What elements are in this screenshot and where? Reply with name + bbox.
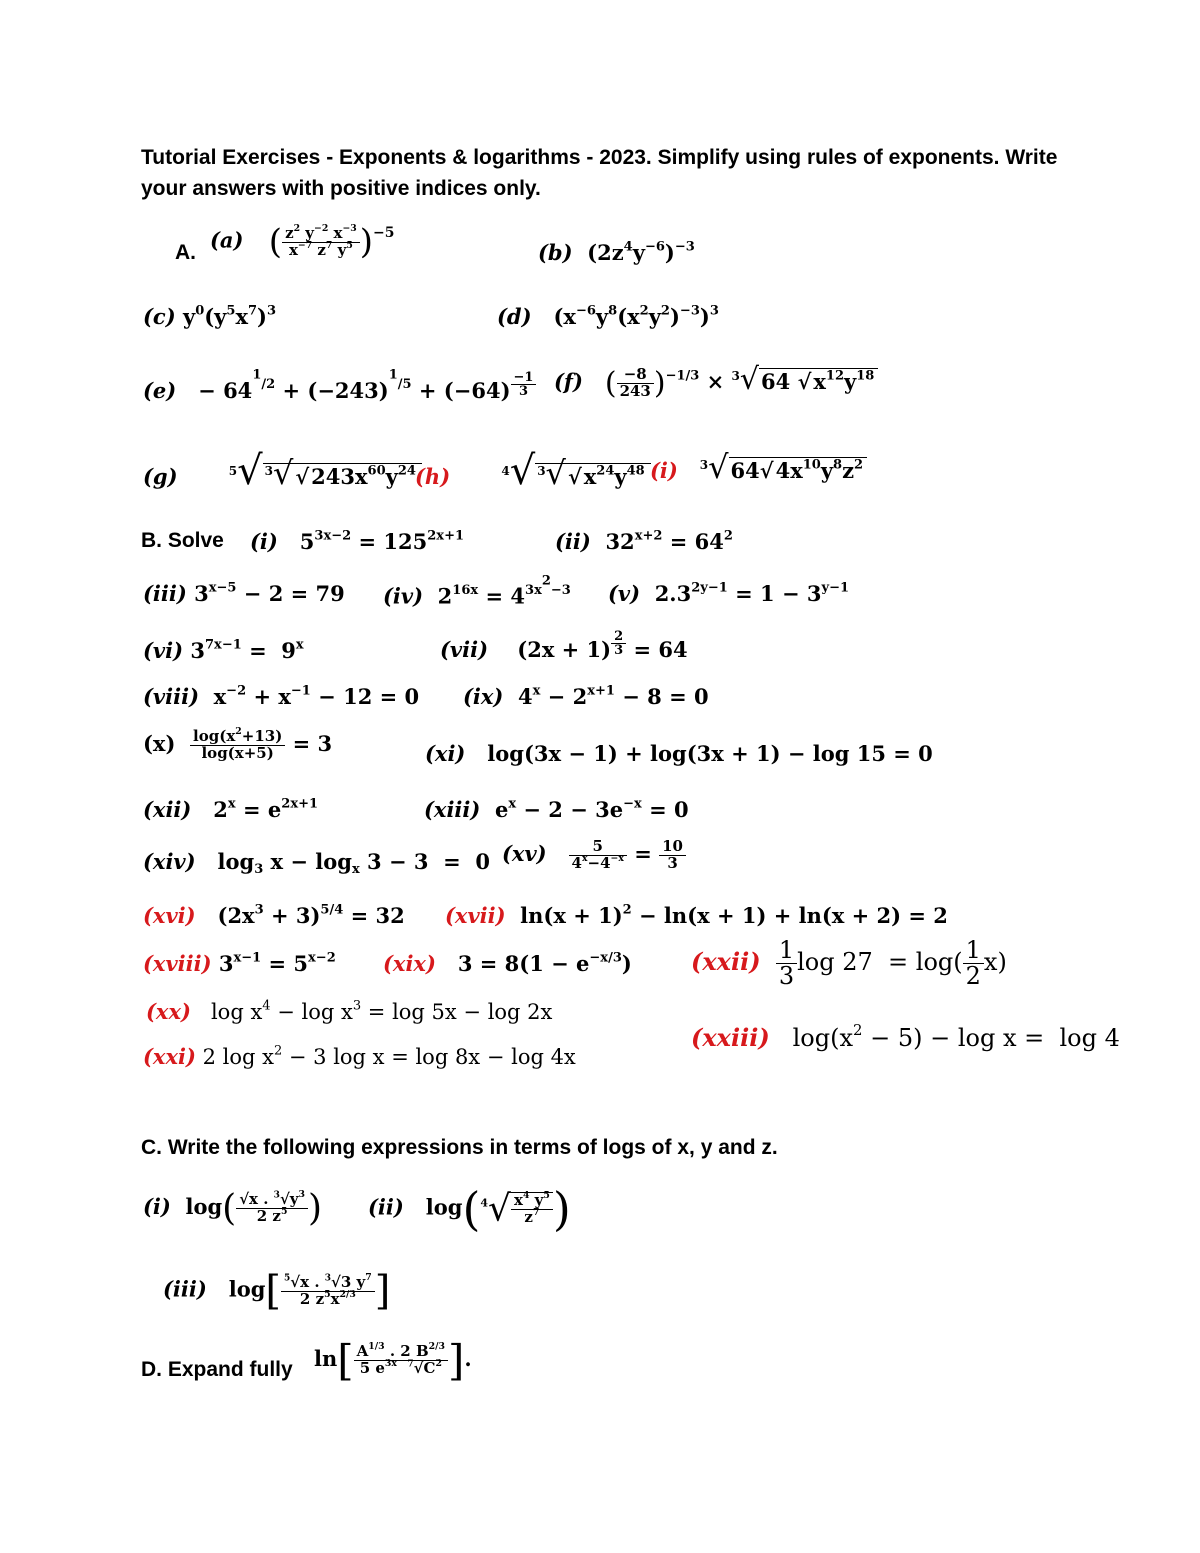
item-label: (xi) xyxy=(425,741,466,766)
exercise-b-ii: (ii) $32^{x+2} = 64^2$ xyxy=(555,528,733,554)
item-label: (i) xyxy=(650,458,678,483)
exercise-b-ix: (ix) $4^x - 2^{x+1} - 8 = 0$ xyxy=(463,683,709,709)
exercise-b-xxi: (xxi) 2 $\log x^2 - 3$ log x = log 8x − log 4x xyxy=(143,1043,576,1069)
exercise-a-g: (g) $^5$√ $^3√√243x^{60}y^{24}$ xyxy=(143,448,422,494)
exercise-b-xii: (xii) $2^x = e^{2x+1}$ xyxy=(143,796,319,822)
exercise-a-f: (f) ( $\frac{-8}{243}$ )$^{-1/3}$ × $^3$√64 $√x^{12}y^{18}$ xyxy=(554,362,878,401)
item-label: (xiii) xyxy=(424,797,481,822)
exercise-d: ln[ $\frac{A^{1/3} . 2 B^{2/3}}{5 e^{3x} ^7√C^2}$ ]. xyxy=(314,1336,472,1385)
exercise-b-iv: (iv) $2^{16x} = 4^{3x^2-3}$ xyxy=(383,573,571,609)
item-label: (ii) xyxy=(555,529,591,554)
exercise-b-xviii: (xviii) $3^{x-1} = 5^{x-2}$ xyxy=(143,950,336,976)
item-label: (xviii) xyxy=(143,951,212,976)
item-label: (e) xyxy=(143,377,177,403)
exercise-b-iii: (iii) $3^{x-5} - 2 = 79$ xyxy=(143,580,345,606)
header-line-2: your answers with positive indices only. xyxy=(141,177,541,200)
exercise-b-x: (x) $\frac{\log(x^2+13)}{\log(x+5)}$ = 3 xyxy=(143,726,333,762)
item-label: (xv) xyxy=(502,840,547,866)
exercise-a-b: (b) $(2z^4y^{-6})^{-3}$ xyxy=(538,239,695,265)
item-label: (iii) xyxy=(163,1276,207,1302)
item-label: (b) xyxy=(538,240,573,265)
exercise-b-vii: (vii) (2x + 1) $^{\frac{2}{3}}$ = 64 xyxy=(440,629,688,662)
exercise-b-viii: (viii) $x^{-2} + x^{-1} - 12 = 0$ xyxy=(143,683,420,709)
exercise-a-a: (a) ( $\frac{z^2 y^{-2} x^{-3}}{x^{-7} z^7 y^5}$ )$^{-5}$ xyxy=(210,222,395,262)
exercise-b-xxiii: (xxiii) $\log(x^2 - 5) - \log x = \log 4$ xyxy=(691,1020,1120,1052)
item-label: (xiv) xyxy=(143,849,196,874)
exercise-b-xiii: (xiii) $e^x - 2 - 3e^{-x} = 0$ xyxy=(424,796,689,822)
exercise-b-xxii: (xxii) $\frac{1}{3}$ log 27 = log( $\frac{1}{2}$ x) xyxy=(691,936,1007,991)
header-line-1: Tutorial Exercises - Exponents & logarithms - 2023. Simplify using rules of exponents. Write xyxy=(141,146,1058,169)
item-label: (i) xyxy=(143,1194,171,1219)
item-label: (xxii) xyxy=(691,947,761,977)
section-c-label: C. Write the following expressions in terms of logs of x, y and z. xyxy=(141,1136,778,1159)
item-label: (xxi) xyxy=(143,1044,196,1069)
item-label: (xx) xyxy=(146,999,191,1024)
item-label: (viii) xyxy=(143,684,200,709)
exercise-a-h: (h) $^4$√ $^3√√x^{24}y^{48}$ xyxy=(415,448,651,494)
item-label: (xvi) xyxy=(143,903,196,928)
exercise-b-xvi: (xvi) $(2x^3 + 3)^{5/4} = 32$ xyxy=(143,902,405,928)
item-label: (v) xyxy=(608,581,641,606)
exercise-b-vi: (vi) $3^{7x-1} = 9^x$ xyxy=(143,637,304,663)
exercise-b-xv: (xv) $\frac{5}{4^x-4^{-x}}$ = $\frac{10}{3}$ xyxy=(502,839,686,872)
exercise-b-xix: (xix) $3 = 8(1 - e^{-x/3})$ xyxy=(383,950,632,976)
item-label: (f) xyxy=(554,369,583,394)
exercise-b-i: (i) $5^{3x-2} = 125^{2x+1}$ xyxy=(250,528,465,554)
item-label: (vi) xyxy=(143,638,184,663)
exercise-c-i: (i) log( $\frac{√x . ^3√y^3}{2 z^5}$ ) xyxy=(143,1188,323,1229)
item-label: (a) xyxy=(210,227,244,253)
exercise-a-d: (d) $(x^{-6}y^8(x^2y^2)^{-3})^3$ xyxy=(497,303,719,329)
exercise-c-iii: (iii) log[ $\frac{^5√x . ^3√3 y^7}{2 z^5x^{2/3}}$ ] xyxy=(163,1268,391,1314)
item-label: (iv) xyxy=(383,583,424,609)
item-label: (vii) xyxy=(440,636,489,662)
section-d-label: D. Expand fully xyxy=(141,1358,293,1381)
exercise-b-xx: (xx) $\log x^4 - \log x^3 = \log 5x - \log 2x$ xyxy=(146,998,553,1024)
exercise-c-ii: (ii) log($^4$√ $\frac{x^4 y^5}{z^7}$ ) xyxy=(368,1182,571,1236)
item-label: (xii) xyxy=(143,797,192,822)
exercise-b-xiv: (xiv) $\log_3 x - \log_x 3 - 3 = 0$ xyxy=(143,849,490,877)
exercise-b-xvii: (xvii) $\ln(x + 1)^2 - \ln(x + 1) + \ln(x + 2) = 2$ xyxy=(445,902,948,928)
section-b-label: B. Solve xyxy=(141,529,224,552)
item-label: (d) xyxy=(497,304,532,329)
item-label: (g) xyxy=(143,464,178,489)
item-label: (x) xyxy=(143,730,176,756)
exercise-b-v: (v) $2.3^{2y-1} = 1 - 3^{y-1}$ xyxy=(608,580,850,606)
item-label: (xxiii) xyxy=(691,1023,770,1052)
section-a-label: A. xyxy=(175,241,196,264)
item-label: (h) xyxy=(415,464,451,489)
item-label: (ix) xyxy=(463,684,504,709)
item-label: (c) xyxy=(143,304,176,329)
exercise-a-e: $(e) - 64^{^1/2} + (-243)^{^1/5} + (-64)$ $^{\frac{-1}{3}}$ xyxy=(143,371,536,403)
item-label: (iii) xyxy=(143,581,187,606)
item-label: (xvii) xyxy=(445,903,506,928)
exercise-b-xi: (xi) log(3x − 1) + log(3x + 1) − log 15 = 0 xyxy=(425,741,933,766)
item-label: (xix) xyxy=(383,951,436,976)
item-label: (ii) xyxy=(368,1194,404,1220)
item-label: (i) xyxy=(250,529,278,554)
exercise-a-c: (c) $y^0(y^5x^7)^3$ xyxy=(143,303,277,329)
exercise-a-i: (i) $^3√64√4x^{10}y^8z^2$ xyxy=(650,448,867,486)
